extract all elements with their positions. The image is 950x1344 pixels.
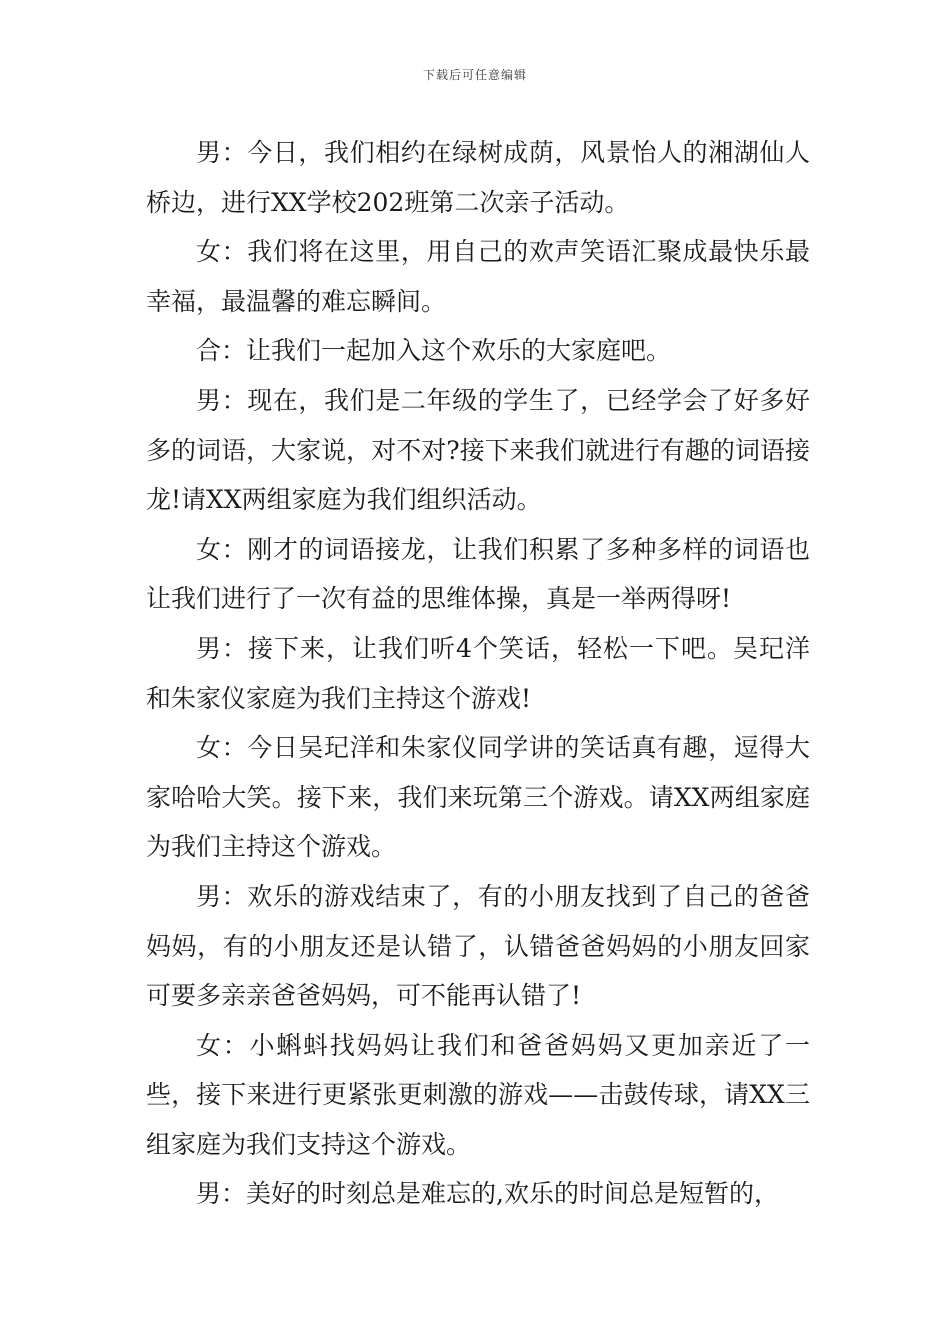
paragraph-2: 女：我们将在这里，用自己的欢声笑语汇聚成最快乐最幸福，最温馨的难忘瞬间。 (146, 237, 810, 316)
paragraph-1: 男：今日，我们相约在绿树成荫，风景怡人的湘湖仙人桥边，进行XX学校202班第二次亲子活动。 (146, 138, 810, 217)
header-note: 下载后可任意编辑 (422, 68, 527, 82)
paragraph-10: 男：美好的时刻总是难忘的,欢乐的时间总是短暂的， (196, 1179, 779, 1209)
paragraph-8: 男：欢乐的游戏结束了，有的小朋友找到了自己的爸爸妈妈，有的小朋友还是认错了，认错爸爸妈妈的小朋友回家可要多亲亲爸爸妈妈，可不能再认错了! (146, 881, 810, 1011)
paragraph-9: 女：小蝌蚪找妈妈让我们和爸爸妈妈又更加亲近了一些，接下来进行更紧张更刺激的游戏——击鼓传球，请XX三组家庭为我们支持这个游戏。 (146, 1030, 810, 1159)
paragraph-5: 女：刚才的词语接龙，让我们积累了多种多样的词语也让我们进行了一次有益的思维体操，真是一举两得呀! (146, 534, 810, 614)
paragraph-7: 女：今日吴玘洋和朱家仪同学讲的笑话真有趣，逗得大家哈哈大笑。接下来，我们来玩第三个游戏。请XX两组家庭为我们主持这个游戏。 (146, 733, 810, 862)
paragraph-4: 男：现在，我们是二年级的学生了，已经学会了好多好多的词语，大家说，对不对?接下来我们就进行有趣的词语接龙!请XX两组家庭为我们组织活动。 (146, 385, 810, 515)
paragraph-6: 男：接下来，让我们听4个笑话，轻松一下吧。吴玘洋和朱家仪家庭为我们主持这个游戏! (146, 633, 810, 713)
document-body (146, 128, 810, 1219)
paragraph-3: 合：让我们一起加入这个欢乐的大家庭吧。 (196, 336, 672, 366)
